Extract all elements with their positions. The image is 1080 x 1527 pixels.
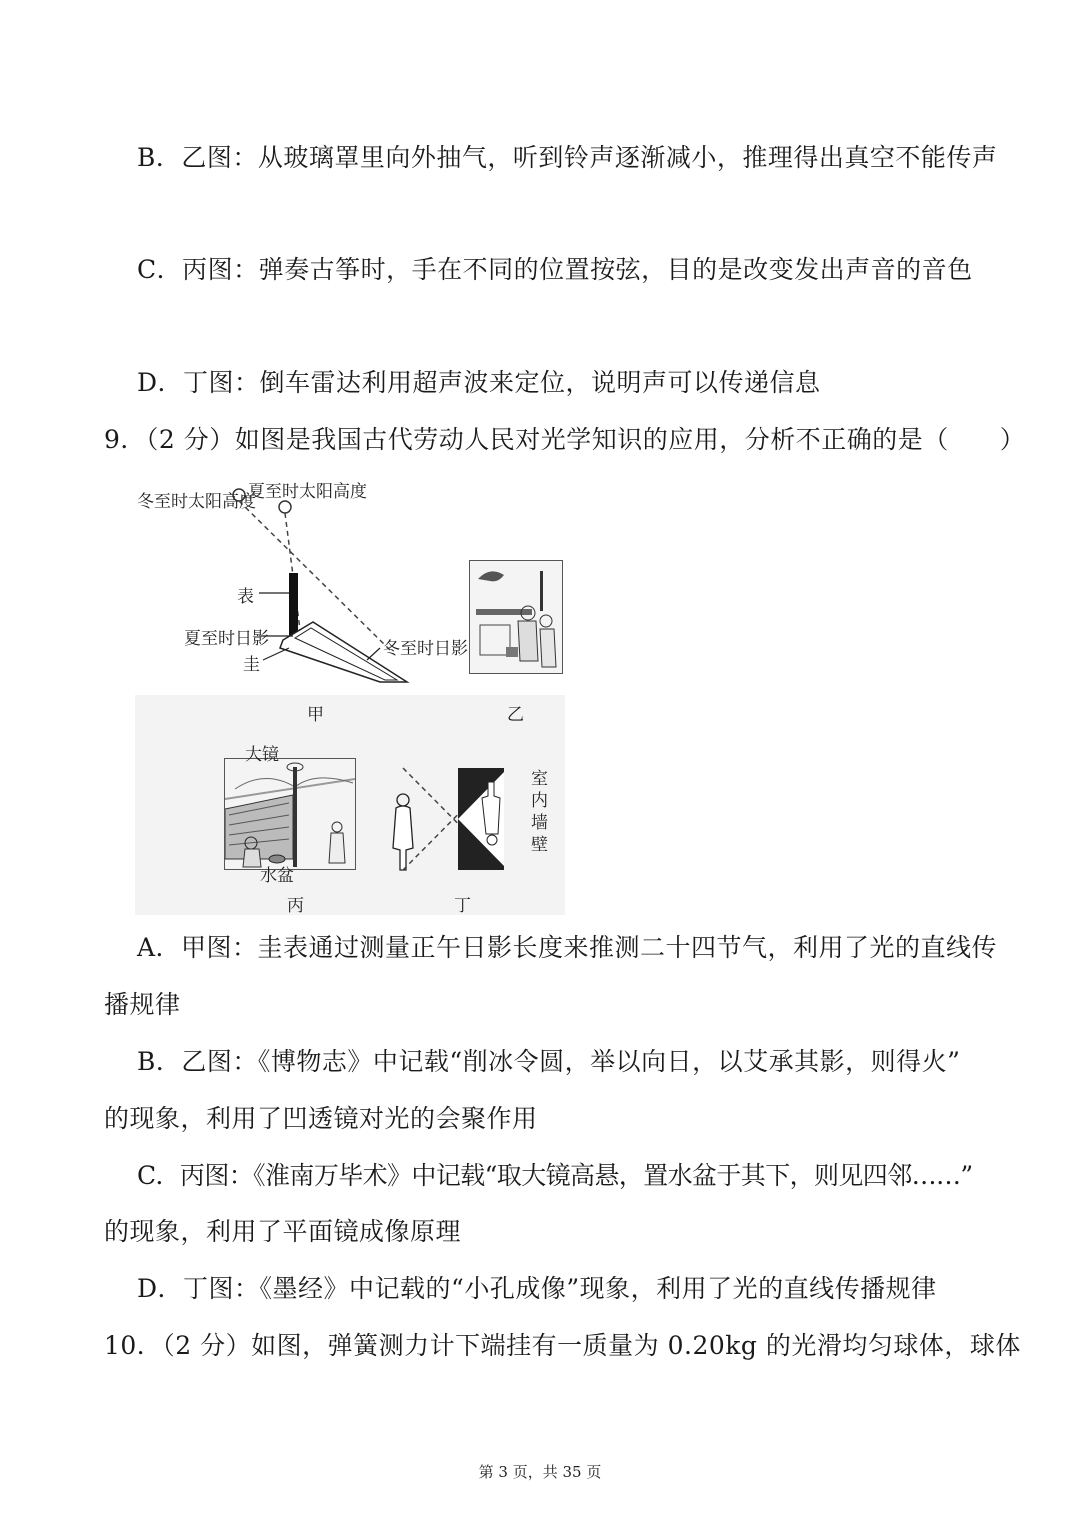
option-b-prev: B．乙图：从玻璃罩里向外抽气，听到铃声逐渐减小，推理得出真空不能传声 <box>137 143 998 172</box>
panel-bing-label: 丙 <box>287 896 304 916</box>
gui-label: 圭 <box>243 655 260 675</box>
q9-option-c-line2: 的现象，利用了平面镜成像原理 <box>104 1217 462 1246</box>
winter-sun-label: 冬至时太阳高度 <box>137 492 256 512</box>
panel-yi-label: 乙 <box>507 705 524 725</box>
q9-option-d: D．丁图：《墨经》中记载的“小孔成像”现象，利用了光的直线传播规律 <box>137 1274 937 1303</box>
pinhole-diagram <box>380 758 550 888</box>
illustration-yi <box>469 560 563 674</box>
q9-option-a-line2: 播规律 <box>104 990 181 1019</box>
wall-char-1: 室 <box>531 769 548 789</box>
page-footer: 第 3 页，共 35 页 <box>478 1463 602 1481</box>
summer-sun-icon <box>279 501 291 513</box>
q9-option-b-line1: B．乙图：《博物志》中记载“削冰令圆，举以向日，以艾承其影，则得火” <box>137 1047 961 1076</box>
basin-label: 水盆 <box>260 866 294 886</box>
wall-char-2: 内 <box>531 791 548 811</box>
panel-ding-label: 丁 <box>454 896 471 916</box>
wall-char-4: 壁 <box>531 835 548 855</box>
mirror-label: 大镜 <box>245 745 279 765</box>
summer-shadow-label: 夏至时日影 <box>184 629 269 649</box>
q9-option-c-line1: C．丙图：《淮南万毕术》中记载“取大镜高悬，置水盆于其下，则见四邻……” <box>137 1161 973 1190</box>
illustration-bing <box>224 758 356 870</box>
winter-shadow-label: 冬至时日影 <box>383 639 468 659</box>
q9-option-a-line1: A．甲图：圭表通过测量正午日影长度来推测二十四节气，利用了光的直线传 <box>137 933 998 962</box>
option-d-prev: D．丁图：倒车雷达利用超声波来定位，说明声可以传递信息 <box>137 368 821 397</box>
option-c-prev: C．丙图：弹奏古筝时，手在不同的位置按弦，目的是改变发出声音的音色 <box>137 255 973 284</box>
question-9-figure <box>135 470 565 915</box>
wall-char-3: 墙 <box>531 813 548 833</box>
question-10-stem: 10．（2 分）如图，弹簧测力计下端挂有一质量为 0.20kg 的光滑均匀球体，球体 <box>104 1331 1021 1360</box>
panel-jia-label: 甲 <box>307 705 324 725</box>
question-9-stem: 9．（2 分）如图是我国古代劳动人民对光学知识的应用，分析不正确的是（ ） <box>104 425 1026 454</box>
summer-sun-label: 夏至时太阳高度 <box>248 482 367 502</box>
wall-label <box>531 768 549 856</box>
q9-option-b-line2: 的现象，利用了凹透镜对光的会聚作用 <box>104 1104 538 1133</box>
gnomon-label: 表 <box>237 587 254 607</box>
